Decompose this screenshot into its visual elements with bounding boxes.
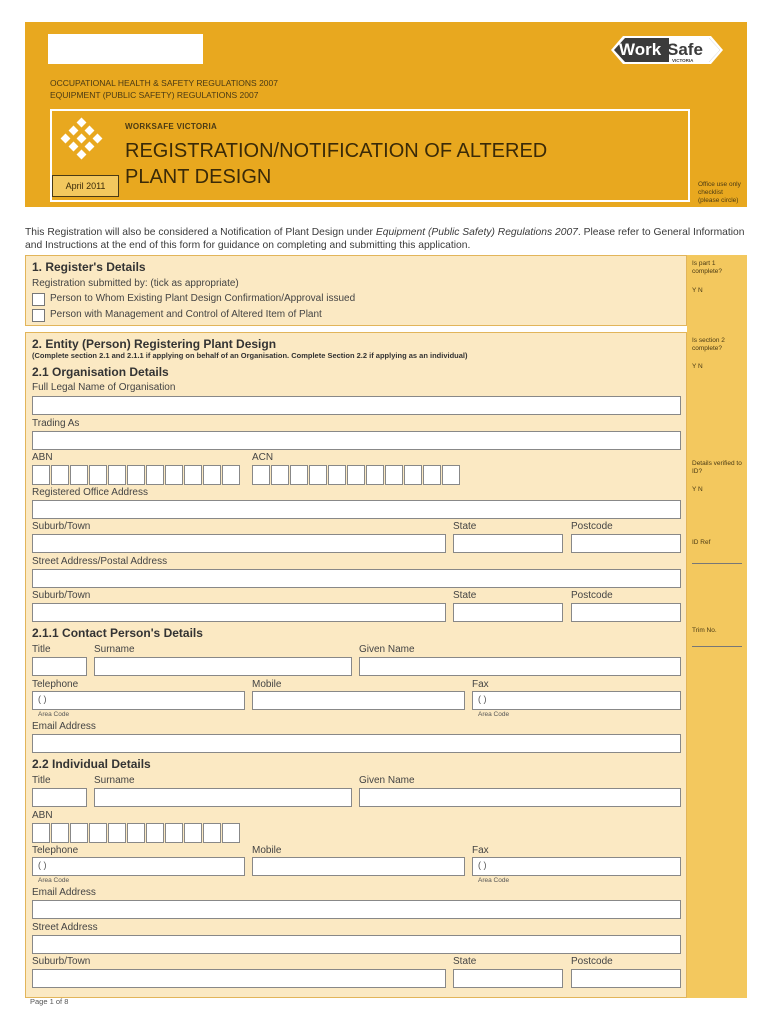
individual-postcode-label: Postcode: [571, 956, 613, 967]
side-part1-yn: Y N: [692, 287, 703, 294]
individual-abn-boxes[interactable]: [32, 823, 241, 843]
section-2-note: (Complete section 2.1 and 2.1.1 if applying on behalf of an Organisation. Complete Section 2.2 if applying as an individual): [32, 351, 468, 360]
svg-text:Safe: Safe: [667, 40, 703, 59]
individual-telephone-field[interactable]: [32, 857, 245, 876]
individual-surname-label: Surname: [94, 775, 135, 786]
contact-fax-field[interactable]: [472, 691, 681, 710]
contact-email-label: Email Address: [32, 721, 96, 732]
intro-text: [25, 226, 747, 252]
individual-telephone-label: Telephone: [32, 845, 79, 856]
trading-as-field[interactable]: [32, 431, 681, 450]
individual-title-field[interactable]: [32, 788, 87, 807]
regulation-line-2: EQUIPMENT (PUBLIC SAFETY) REGULATIONS 2007: [50, 90, 259, 100]
option-management-control-checkbox[interactable]: [32, 309, 45, 322]
contact-mobile-field[interactable]: [252, 691, 465, 710]
registered-office-label: Registered Office Address: [32, 487, 148, 498]
postcode-label: Postcode: [571, 521, 613, 532]
section-2-2-title: 2.2 Individual Details: [32, 757, 151, 771]
suburb-field[interactable]: [32, 534, 446, 553]
option-existing-confirmation-checkbox[interactable]: [32, 293, 45, 306]
logo-sub: VICTORIA: [672, 58, 694, 63]
regulation-lines: [50, 77, 278, 101]
suburb2-label: Suburb/Town: [32, 590, 91, 601]
individual-fax-field[interactable]: [472, 857, 681, 876]
intro-text-b: . Please refer to General Information and Instructions at the end of this form for guidance on completing and submitting this application.: [25, 227, 745, 251]
side-section2-yn: Y N: [692, 363, 703, 370]
side-verified-question: Details verified to ID?: [692, 460, 742, 475]
postcode2-label: Postcode: [571, 590, 613, 601]
form-date: April 2011: [52, 175, 119, 197]
contact-telephone-area-code: Area Code: [38, 711, 70, 718]
intro-text-regulation: Equipment (Public Safety) Regulations 2007: [375, 227, 578, 238]
individual-given-name-label: Given Name: [359, 775, 415, 786]
individual-telephone-area-code: Area Code: [38, 877, 70, 884]
contact-mobile-label: Mobile: [252, 679, 282, 690]
contact-given-name-label: Given Name: [359, 644, 415, 655]
form-title-line-2: PLANT DESIGN: [125, 166, 272, 188]
contact-fax-area-code: Area Code: [478, 711, 510, 718]
contact-telephone-field[interactable]: [32, 691, 245, 710]
office-use-note: Office use only checklist (please circle): [698, 181, 741, 204]
suburb-label: Suburb/Town: [32, 521, 91, 532]
section-2-1-1-title: 2.1.1 Contact Person's Details: [32, 626, 203, 640]
contact-surname-label: Surname: [94, 644, 135, 655]
abn-label: ABN: [32, 452, 53, 463]
option-management-control-label: Person with Management and Control of Altered Item of Plant: [50, 309, 322, 320]
page-number: Page 1 of 8: [30, 997, 69, 1006]
individual-fax-label: Fax: [472, 845, 489, 856]
contact-given-name-field[interactable]: [359, 657, 681, 676]
individual-fax-area-code: Area Code: [478, 877, 510, 884]
contact-title-label: Title: [32, 644, 51, 655]
individual-street-field[interactable]: [32, 935, 681, 954]
trading-as-label: Trading As: [32, 418, 80, 429]
section-2-1-title: 2.1 Organisation Details: [32, 365, 169, 379]
side-id-ref: ID Ref: [692, 539, 711, 546]
registered-office-field[interactable]: [32, 500, 681, 519]
street-postal-label: Street Address/Postal Address: [32, 556, 168, 567]
side-trim-line[interactable]: [692, 646, 742, 647]
individual-title-label: Title: [32, 775, 51, 786]
legal-name-field[interactable]: [32, 396, 681, 415]
side-id-ref-line[interactable]: [692, 563, 742, 564]
individual-given-name-field[interactable]: [359, 788, 681, 807]
section-1-instruction: Registration submitted by: (tick as appropriate): [32, 278, 239, 289]
regulation-line-1: OCCUPATIONAL HEALTH & SAFETY REGULATIONS 2007: [50, 78, 278, 88]
state2-label: State: [453, 590, 477, 601]
contact-email-field[interactable]: [32, 734, 681, 753]
individual-abn-label: ABN: [32, 810, 53, 821]
abn-boxes[interactable]: [32, 465, 241, 485]
individual-street-label: Street Address: [32, 922, 98, 933]
state-label: State: [453, 521, 477, 532]
individual-suburb-label: Suburb/Town: [32, 956, 91, 967]
individual-postcode-field[interactable]: [571, 969, 681, 988]
side-part1-question: Is part 1 complete?: [692, 260, 722, 275]
individual-surname-field[interactable]: [94, 788, 352, 807]
individual-state-field[interactable]: [453, 969, 563, 988]
acn-label: ACN: [252, 452, 274, 463]
individual-mobile-field[interactable]: [252, 857, 465, 876]
contact-title-field[interactable]: [32, 657, 87, 676]
state-field[interactable]: [453, 534, 563, 553]
contact-surname-field[interactable]: [94, 657, 352, 676]
side-trim-no: Trim No.: [692, 627, 717, 634]
side-verified-yn: Y N: [692, 486, 703, 493]
section-1-title: 1. Register's Details: [32, 260, 146, 274]
individual-state-label: State: [453, 956, 477, 967]
individual-email-label: Email Address: [32, 887, 96, 898]
acn-boxes[interactable]: [252, 465, 461, 485]
agency-name: WORKSAFE VICTORIA: [125, 122, 218, 131]
contact-telephone-area-parens: ( ): [38, 694, 47, 704]
postcode-field[interactable]: [571, 534, 681, 553]
intro-text-a: This Registration will also be considered a Notification of Plant Design under: [25, 227, 376, 238]
worksafe-logo: [607, 34, 725, 66]
individual-email-field[interactable]: [32, 900, 681, 919]
contact-fax-label: Fax: [472, 679, 489, 690]
individual-telephone-area-parens: ( ): [38, 860, 47, 870]
legal-name-label: Full Legal Name of Organisation: [32, 382, 176, 393]
form-title: [125, 138, 547, 190]
suburb2-field[interactable]: [32, 603, 446, 622]
individual-mobile-label: Mobile: [252, 845, 282, 856]
side-section2-question: Is section 2 complete?: [692, 337, 725, 352]
contact-telephone-label: Telephone: [32, 679, 79, 690]
svg-text:Work: Work: [619, 40, 662, 59]
section-2-title: 2. Entity (Person) Registering Plant Design: [32, 337, 277, 351]
street-postal-field[interactable]: [32, 569, 681, 588]
individual-suburb-field[interactable]: [32, 969, 446, 988]
state2-field[interactable]: [453, 603, 563, 622]
form-title-line-1: REGISTRATION/NOTIFICATION OF ALTERED: [125, 140, 548, 162]
individual-fax-area-parens: ( ): [478, 860, 487, 870]
blank-label-box: [48, 34, 203, 64]
postcode2-field[interactable]: [571, 603, 681, 622]
option-existing-confirmation-label: Person to Whom Existing Plant Design Confirmation/Approval issued: [50, 293, 356, 304]
contact-fax-area-parens: ( ): [478, 694, 487, 704]
